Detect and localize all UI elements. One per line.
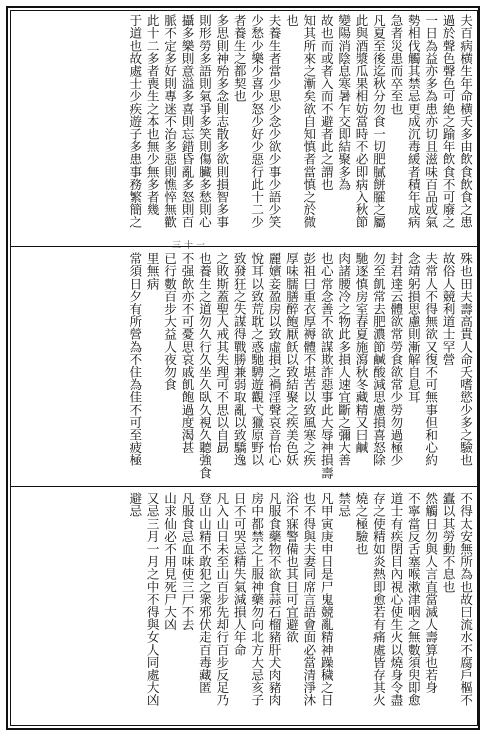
text-column: 避忌 (127, 492, 143, 518)
text-column: 麗嬪妾盈房以致虛損之禍淫聲哀音怡心 (266, 252, 282, 467)
text-column: 浴不寐警備也其日可宜避欲 (283, 492, 299, 644)
text-column: 多思則神殆多念則志散多欲則損智多事 (214, 14, 230, 229)
text-column: 急者災患而卒至也 (388, 14, 404, 115)
text-column: 已行數百步大益人夜勿食 (162, 252, 178, 391)
text-column: 凡服食忌血味使三尸不去 (179, 492, 195, 631)
text-column: 則形勞多語則氣爭多笑則傷臟多愁則心 (196, 14, 212, 229)
text-column: 不寧當反舌塞喉漱津咽之無數須臾即愈 (405, 492, 421, 707)
text-column: 夫常人不得無欲又復不可無事但和心約 (423, 252, 439, 467)
text-panel-bottom (14, 492, 474, 724)
text-column: 不得太安無所為也故曰流水不腐戶樞不 (458, 492, 473, 707)
text-column: 房中都禁之上服神藥勿向北方大忌亥子 (249, 492, 265, 707)
text-column: 念靖躬損思慮則漸解自息耳 (405, 252, 421, 404)
text-column: 此十二多者喪生之本也無少無多者幾 (144, 14, 160, 216)
text-column: 凡甲寅庚申日是尸鬼競亂精神躁穢之日 (318, 492, 334, 707)
text-column: 山求仙必不用見死尸大凶 (162, 492, 178, 631)
text-column: 道士有疾閉目內視心使生火以燒身令盡 (388, 492, 404, 707)
text-column: 變陽消陰息寒暑乍交即結聚多為 (336, 14, 352, 191)
text-panel-middle (14, 252, 474, 482)
text-column: 一日為益亦多為患亦切且滋味百品或氣 (423, 14, 439, 229)
text-column: 夫養生者當少思少念少欲少事少語少笑 (266, 14, 282, 229)
text-column: 封君達云體欲常勞食欲常少勞勿過極少 (388, 252, 404, 467)
text-column: 故也而或者入而不避者此之謂也 (318, 14, 334, 191)
text-column: 勢相伐觸其禁忌更成沉毒緩者積年成病 (405, 14, 421, 229)
text-column: 凡入山日未至山百步先却行百步反足乃 (214, 492, 230, 707)
text-column: 登山山精不敢犯之衆邪伏走百毒藏匿 (196, 492, 212, 694)
panel-divider-2 (10, 486, 478, 487)
text-column: 少愁少樂少喜少怒少好少惡行此十二少 (249, 14, 265, 229)
text-column: 故俗人競利道士罕營 (440, 252, 456, 366)
text-column: 里無病 (144, 252, 160, 290)
text-column: 彭祖曰重衣厚褥體不堪苦以致風寒之疾 (301, 252, 317, 467)
panel-divider-1 (10, 246, 478, 247)
text-column: 知其所來之漸矣欲自知慎者當慎之於微 (301, 14, 317, 229)
text-column: 肉諸腰冷之物此多損人速宜斷之彌大善 (336, 252, 352, 467)
text-column: 勿至飢常去肥濃節鹹酸減思慮損喜怒除 (370, 252, 386, 467)
folio-mark: 三十一 (171, 241, 208, 251)
text-column: 禁忌 (336, 492, 352, 518)
text-column: 不强飲亦不可憂思哀戚飢飽過度渴甚 (179, 252, 195, 454)
text-column: 殊也田夫壽高貴人命夭嗜慾少多之驗也 (458, 252, 473, 467)
text-column: 燒之極驗也 (353, 492, 369, 555)
text-column: 凡夏至後迄秋分勿食一切肥膩餅臛之屬 (370, 14, 386, 229)
text-column: 然觸日勿與人言直當滅人壽算也若身 (423, 492, 439, 694)
text-column: 又忌三月一月之中不得與女人同處大凶 (144, 492, 160, 707)
text-column: 也心常念善不欲謀欺詐惡事此大辱神損壽 (318, 252, 334, 479)
text-column: 致發狂之失謀得戰勝兼弱取亂以致驕逸 (231, 252, 247, 467)
text-column: 厚味臑膳醉飽厭飫以致結聚之疾美色妖 (283, 252, 299, 467)
text-panel-top (14, 14, 474, 242)
text-column: 悅耳以致荒耽之惑馳騁遊觀弋獵原野以 (249, 252, 265, 467)
text-column: 存之使精如炎熱即愈若有痛處皆存其火 (370, 492, 386, 707)
text-column: 此與酒漿瓜果相妨當時不必即病入秋節 (353, 14, 369, 229)
text-column: 也養生之道勿久行久坐久臥久視久聽強食 (196, 252, 212, 479)
text-column: 脈不定多好則專迷不治多惡則憔悴無歡 (162, 14, 178, 229)
text-column: 攝多樂則意溢多喜則忘錯昏亂多怒則百 (179, 14, 195, 229)
text-column: 日不可哭忌精失氣減損人年命 (231, 492, 247, 656)
text-column: 也 (283, 14, 299, 27)
text-column: 馳逐慎房室春夏施瀉秋冬藏精又曰鹹 (353, 252, 369, 454)
text-column: 也不得與夫妻同席言語會面必當清淨沐 (301, 492, 317, 707)
text-column: 常須日夕有所營為不住為佳不可至疲極 (127, 252, 143, 467)
text-column: 夫百病横生年命横夭多由飲食飲食之患 (458, 14, 473, 229)
text-column: 蠹以其勞動不息也 (440, 492, 456, 593)
text-column: 于道也故處士少疾遊子多患事務繁簡之 (127, 14, 143, 229)
text-column: 凡服食藥物不欲食蒜石榴豬肝犬肉豬肉 (266, 492, 282, 707)
text-column: 者養生之都契也 (231, 14, 247, 103)
text-column: 過於聲色聲色可絶之踰年飲食不可廢之 (440, 14, 456, 229)
text-column: 之敗斯蓋聖人戒其失理可不思以自勗 (214, 252, 230, 454)
